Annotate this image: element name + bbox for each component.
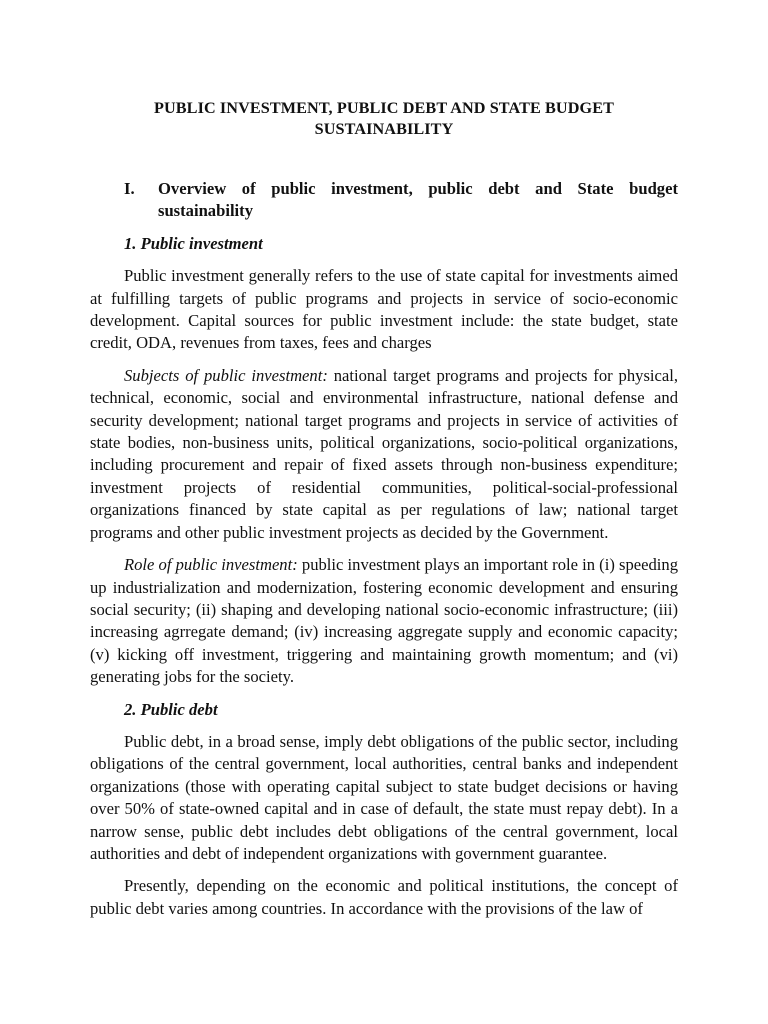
paragraph-public-investment-definition: Public investment generally refers to the use of state capital for investments aimed at fulfilling targets of public programs and projects in service of socio-economic development. Capital sources for public investment include: the state budget, state credit, ODA, revenues from taxes, fees and charges bbox=[90, 266, 678, 353]
section-heading-overview bbox=[90, 178, 678, 223]
title-line-1: PUBLIC INVESTMENT, PUBLIC DEBT AND STATE BUDGET bbox=[154, 99, 614, 117]
paragraph-body-role: public investment plays an important role in (i) speeding up industrialization and modernization, fostering economic development and ensuring social security; (ii) shaping and developing national socio-economic infrastructure; (iii) increasing agrregate demand; (iv) increasing aggregate supply and economic capacity; (v) kicking off investment, triggering and maintaining growth momentum; and (vi) generating jobs for the society. bbox=[90, 555, 678, 687]
title-line-2: SUSTAINABILITY bbox=[314, 120, 454, 138]
paragraph-lead-subjects: Subjects of public investment: bbox=[124, 365, 328, 385]
section-heading-text: Overview of public investment, public debt and State budget sustainability bbox=[158, 179, 678, 221]
section-number: I. bbox=[124, 179, 135, 198]
subsection-heading-public-debt: 2. Public debt bbox=[124, 699, 218, 719]
subsection-heading-public-investment: 1. Public investment bbox=[124, 233, 263, 253]
document-body bbox=[90, 178, 678, 920]
document-title bbox=[90, 98, 678, 140]
paragraph-body-subjects: national target programs and projects for physical, technical, economic, social and environmental infrastructure, national defense and security development; national target programs and projects in service of activities of state bodies, non-business units, political organizations, socio-political organizations, including procurement and repair of fixed assets through non-business expenditure; investment projects of residential communities, political-social-professional organizations financed by state capital as per regulations of law; national target programs and other public investment projects as decided by the Government. bbox=[90, 365, 678, 542]
paragraph-lead-role: Role of public investment: bbox=[124, 555, 298, 575]
paragraph-public-debt-concept: Presently, depending on the economic and political institutions, the concept of public debt varies among countries. In accordance with the provisions of the law of bbox=[90, 876, 678, 918]
paragraph-subjects-of-public-investment bbox=[90, 365, 678, 544]
paragraph-public-debt-definition: Public debt, in a broad sense, imply debt obligations of the public sector, including obligations of the central government, local authorities, central banks and independent organizations (those with operating capital subject to state budget decisions or having over 50% of state-owned capital and in case of default, the state must repay debt). In a narrow sense, public debt includes debt obligations of the central government, local authorities and debt of independent organizations with government guarantee. bbox=[90, 731, 678, 863]
paragraph-role-of-public-investment bbox=[90, 554, 678, 688]
